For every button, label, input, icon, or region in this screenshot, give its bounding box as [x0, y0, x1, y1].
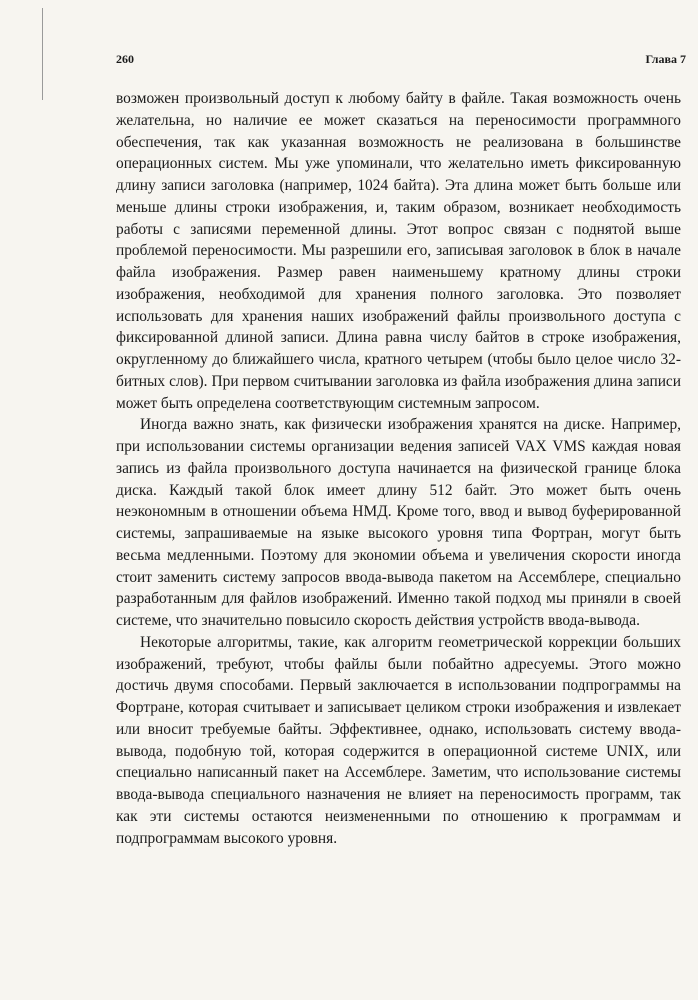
- page-number: 260: [116, 52, 134, 66]
- paragraph-disk-storage: Иногда важно знать, как физически изображения хранятся на диске. Например, при использовании системы организации ведения записей VAX VMS каждая новая запись из файла произвольного доступа начинается на физической границе блока диска. Каждый такой блок имеет длину 512 байт. Это может быть очень неэкономным в отношении объема НМД. Кроме того, ввод и вывод буферированной системы, запрашиваемые на языке высокого уровня типа Фортран, могут быть весьма медленными. Поэтому для экономии объема и увеличения скорости иногда стоит заменить систему запросов ввода-вывода пакетом на Ассемблере, специально разработанным для файлов изображений. Именно такой подход мы приняли в своей системе, что значительно повысило скорость действия устройств ввода-вывода.: [116, 416, 681, 629]
- paragraph-byte-addressing: Некоторые алгоритмы, такие, как алгоритм геометрической коррекции больших изображений, требуют, чтобы файлы были побайтно адресуемы. Этого можно достичь двумя способами. Первый заключается в использовании подпрограммы на Фортране, которая считывает и записывает целиком строки изображения и извлекает или вносит требуемые байты. Эффективнее, однако, использовать систему ввода-вывода, подобную той, которая содержится в операционной системе UNIX, или специально написанный пакет на Ассемблере. Заметим, что использование системы ввода-вывода специального назначения не влияет на переносимость программ, так как эти системы остаются неизмененными по отношению к программам и подпрограммам высокого уровня.: [116, 633, 681, 847]
- page-edge-line: [42, 8, 43, 100]
- paragraph-continued: возможен произвольный доступ к любому байту в файле. Такая возможность очень желательна, но наличие ее может сказаться на переносимости программного обеспечения, так как указанная возможность не реализована в большинстве операционных систем. Мы уже упоминали, что желательно иметь фиксированную длину записи заголовка (например, 1024 байта). Эта длина может быть больше или меньше длины строки изображения, и, таким образом, возникает необходимость работы с записями переменной длины. Этот вопрос связан с поднятой выше проблемой переносимости. Мы разрешили его, записывая заголовок в блок в начале файла изображения. Размер равен наименьшему кратному длины строки изображения, необходимой для хранения полного заголовка. Это позволяет использовать для хранения наших изображений файлы произвольного доступа с фиксированной длиной записи. Длина равна числу байтов в строке изображения, округленному до ближайшего числа, кратного четырем (чтобы было целое число 32-битных слов). При первом считывании заголовка из файла изображения длина записи может быть определена соответствующим системным запросом.: [116, 90, 681, 412]
- page-header: [116, 52, 686, 72]
- body-text: [116, 88, 681, 849]
- chapter-label: Глава 7: [645, 52, 686, 66]
